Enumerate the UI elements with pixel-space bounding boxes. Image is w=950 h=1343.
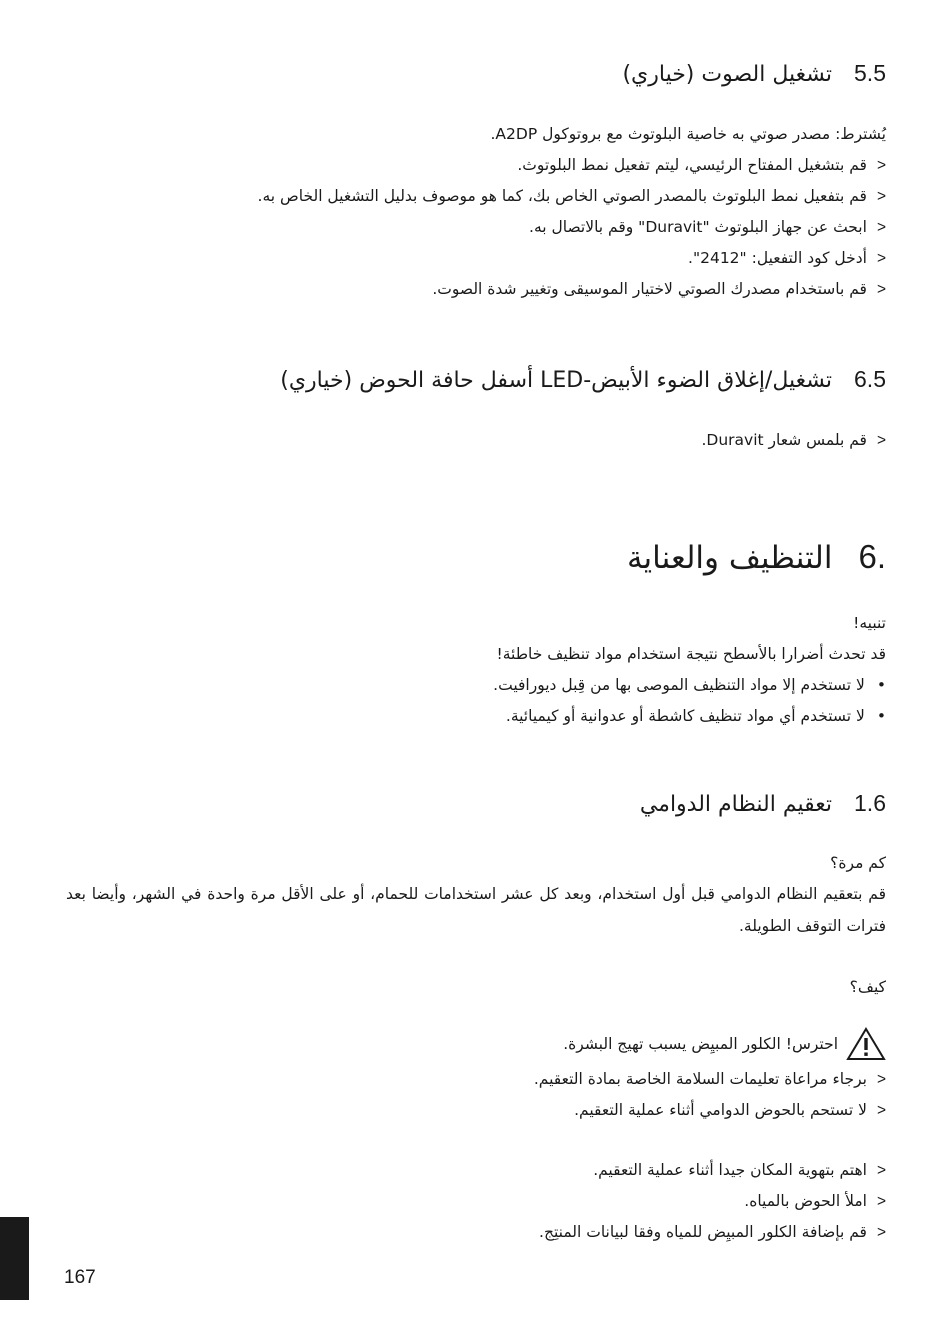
chapter-title: التنظيف والعناية bbox=[626, 540, 833, 576]
step-item: < أدخل كود التفعيل: "2412". bbox=[688, 248, 886, 269]
warning-triangle-icon bbox=[846, 1027, 886, 1061]
section-number: 1.6 bbox=[854, 790, 886, 816]
section-1-6-heading bbox=[640, 790, 886, 817]
section-number: 6.5 bbox=[854, 366, 886, 392]
section-title: تشغيل الصوت (خياري) bbox=[622, 62, 833, 87]
section-number: 5.5 bbox=[854, 60, 886, 86]
warning-text: احترس! الكلور المبيِض يسبب تهيج البشرة. bbox=[563, 1035, 838, 1053]
step-item: < قم باستخدام مصدرك الصوتي لاختيار الموسيقى وتغيير شدة الصوت. bbox=[432, 279, 886, 300]
section-6-5-heading bbox=[280, 366, 886, 393]
step-item: < برجاء مراعاة تعليمات السلامة الخاصة بمادة التعقيم. bbox=[534, 1069, 886, 1090]
how-often-label: كم مرة؟ bbox=[830, 854, 886, 872]
step-item: < قم بتشغيل المفتاح الرئيسي، ليتم تفعيل نمط البلوتوث. bbox=[517, 155, 886, 176]
section-title: تعقيم النظام الدوامي bbox=[639, 792, 833, 817]
step-item: < ابحث عن جهاز البلوتوث "Duravit" وقم بالاتصال به. bbox=[529, 217, 886, 238]
how-label: كيف؟ bbox=[849, 978, 886, 996]
step-item: < املأ الحوض بالمياه. bbox=[744, 1191, 886, 1212]
prerequisite-text: يُشترط: مصدر صوتي به خاصية البلوتوث مع بروتوكول A2DP. bbox=[490, 125, 886, 143]
how-often-paragraph: قم بتعقيم النظام الدوامي قبل أول استخدام، وبعد كل عشر استخدامات للحمام، أو على الأقل مرة واحدة في الشهر، وأيضا بعد فترات التوقف الطويلة. bbox=[66, 885, 886, 935]
chapter-number: .6 bbox=[858, 538, 886, 575]
step-item: < اهتم بتهوية المكان جيدا أثناء عملية التعقيم. bbox=[593, 1160, 886, 1181]
notice-bullet: • لا تستخدم إلا مواد التنظيف الموصى بها من قِبل ديورافيت. bbox=[493, 675, 886, 695]
section-title: تشغيل/إغلاق الضوء الأبيض-LED أسفل حافة الحوض (خياري) bbox=[280, 368, 833, 393]
step-item: < قم بإضافة الكلور المبيِض للمياه وفقا لبيانات المنتِج. bbox=[539, 1222, 886, 1243]
section-5-5-heading bbox=[622, 60, 886, 87]
step-item: < لا تستحم بالحوض الدوامي أثناء عملية التعقيم. bbox=[574, 1100, 886, 1121]
step-item: < قم بتفعيل نمط البلوتوث بالمصدر الصوتي الخاص بك، كما هو موصوف بدليل التشغيل الخاص به. bbox=[258, 186, 886, 207]
step-item: < قم بلمس شعار Duravit. bbox=[701, 430, 886, 451]
notice-bullet: • لا تستخدم أي مواد تنظيف كاشطة أو عدوانية أو كيميائية. bbox=[506, 706, 886, 726]
notice-label: تنبيه! bbox=[853, 614, 886, 632]
section-tab-marker bbox=[0, 1217, 29, 1300]
chapter-6-heading bbox=[627, 538, 886, 576]
page-number: 167 bbox=[64, 1267, 96, 1288]
notice-text: قد تحدث أضرارا بالأسطح نتيجة استخدام مواد تنظيف خاطئة! bbox=[496, 645, 886, 663]
warning-line bbox=[563, 1027, 886, 1061]
